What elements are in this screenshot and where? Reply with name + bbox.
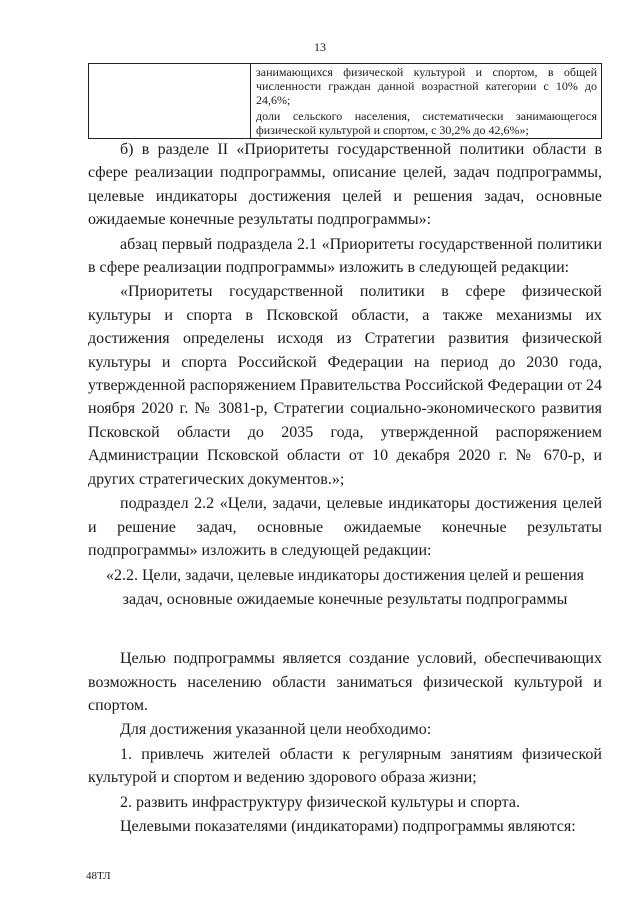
paragraph-tasks-intro: Для достижения указанной цели необходимо: bbox=[120, 721, 432, 739]
paragraph-section-2: б) в разделе II «Приоритеты государственной политики области в сфере реализации подпрограммы, описание целей, задач подпрограммы, целевые индикаторы достижения целей и решения задач, основные ожидаемые конечные результаты подпрограммы»: bbox=[88, 141, 602, 229]
table-cell-text-2: доли сельского населения, систематически занимающегося физической культурой и спортом, с 30,2% до 42,6%»; bbox=[256, 109, 597, 137]
paragraph-task-1: 1. привлечь жителей области к регулярным занятиям физической культурой и спортом и ведению здорового образа жизни; bbox=[88, 745, 602, 787]
paragraph-subsection-2-2: подраздел 2.2 «Цели, задачи, целевые индикаторы достижения целей и решение задач, основные ожидаемые конечные результаты подпрограммы» изложить в следующей редакции: bbox=[88, 495, 602, 559]
table-cell bbox=[256, 65, 597, 137]
page-number: 13 bbox=[314, 40, 326, 54]
paragraph-task-2: 2. развить инфраструктуру физической культуры и спорта. bbox=[120, 793, 520, 811]
paragraph-goal: Целью подпрограммы является создание условий, обеспечивающих возможность населению области заниматься физической культурой и спортом. bbox=[88, 650, 602, 714]
table-cell-text-1: занимающихся физической культурой и спортом, в общей численности граждан данной возрастной категории с 10% до 24,6%; bbox=[256, 65, 597, 107]
table-fragment bbox=[88, 63, 602, 139]
paragraph-priorities: «Приоритеты государственной политики в сфере физической культуры и спорта в Псковской области, а также механизмы их достижения определены исходя из Стратегии развития физической культуры и спорта Российской Федерации на период до 2030 года, утвержденной распоряжением Правительства Российской Федерации от 24 ноября 2020 г. № 3081-р, Стратегии социально-экономического развития Псковской области до 2035 года, утвержденной распоряжением Администрации Псковской области от 10 декабря 2020 г. № 670-р, и других стратегических документов.»; bbox=[88, 283, 602, 488]
spacer bbox=[88, 611, 602, 647]
subsection-heading-line-2: задач, основные ожидаемые конечные результаты подпрограммы bbox=[122, 590, 568, 608]
document-body bbox=[88, 138, 602, 838]
paragraph-indicators-intro: Целевыми показателями (индикаторами) подпрограммы являются: bbox=[120, 817, 576, 835]
subsection-heading-line-1: «2.2. Цели, задачи, целевые индикаторы достижения целей и решения bbox=[105, 567, 585, 585]
subsection-heading bbox=[88, 564, 602, 611]
paragraph-subsection-2-1: абзац первый подраздела 2.1 «Приоритеты государственной политики в сфере реализации подпрограммы» изложить в следующей редакции: bbox=[88, 235, 602, 277]
table-column-divider bbox=[250, 64, 251, 138]
footer-code: 48ТЛ bbox=[86, 870, 111, 882]
